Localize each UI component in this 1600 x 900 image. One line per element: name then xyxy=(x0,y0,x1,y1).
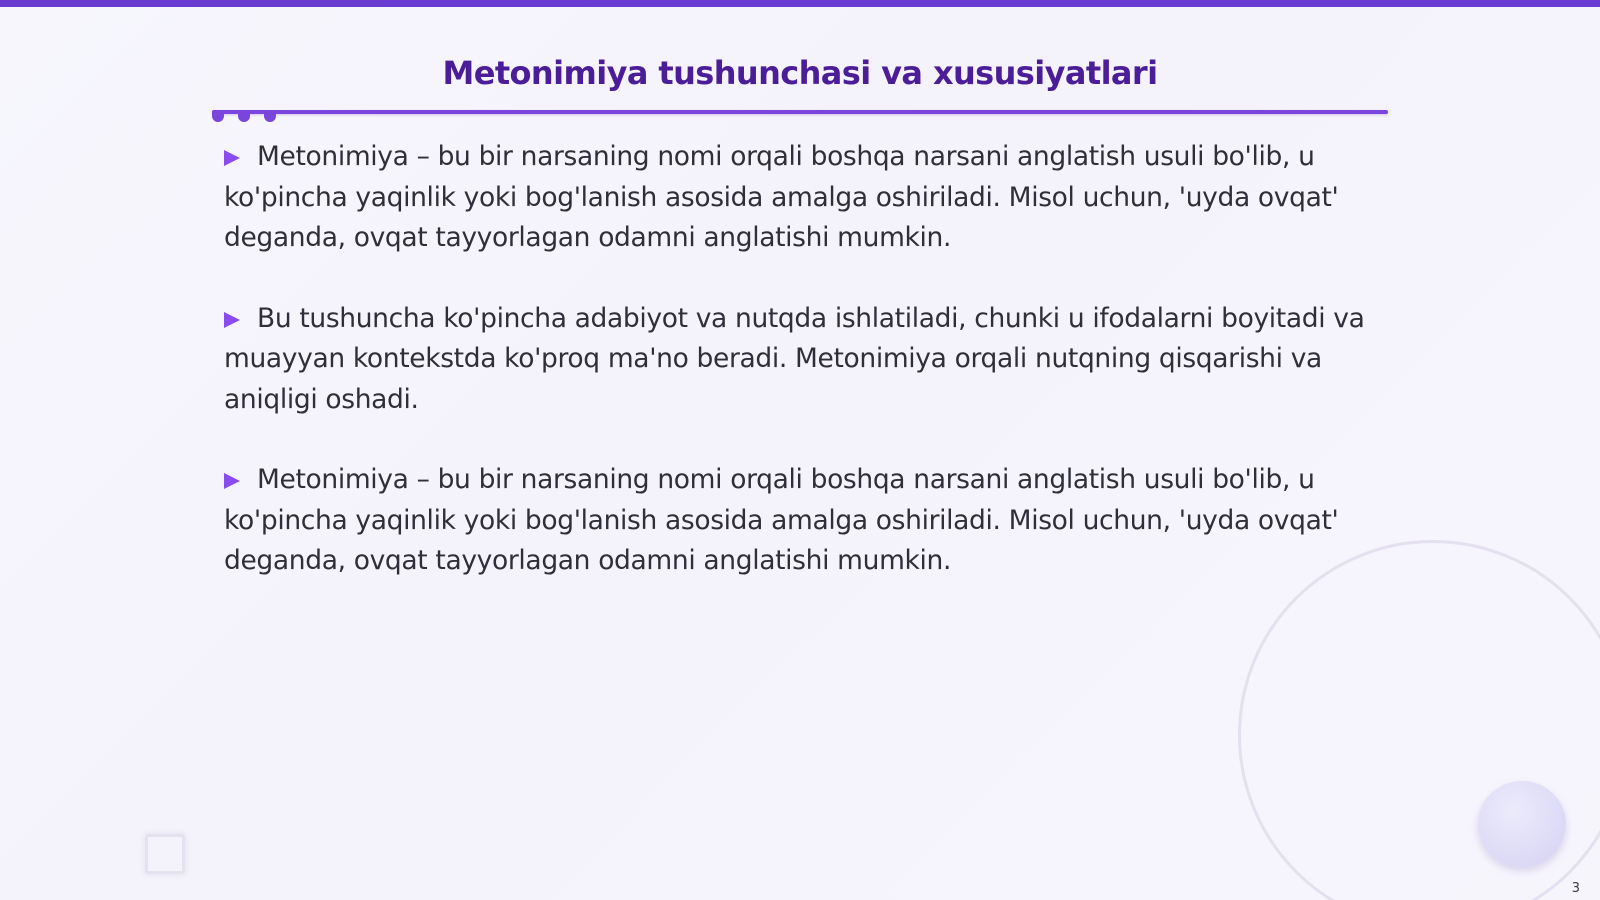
bullet-text: Bu tushuncha ko'pincha adabiyot va nutqda ishlatiladi, chunki u ifodalarni boyitadi va muayyan kontekstda ko'proq ma'no beradi. Metonimiya orqali nutqning qisqarishi va aniqligi oshadi. xyxy=(224,302,1365,415)
title-underline xyxy=(212,110,1388,114)
bullet-item xyxy=(224,460,1374,582)
bullet-text: Metonimiya – bu bir narsaning nomi orqali boshqa narsani anglatish usuli bo'lib, u ko'pincha yaqinlik yoki bog'lanish asosida amalga oshiriladi. Misol uchun, 'uyda ovqat' deganda, ovqat tayyorlagan odamni anglatishi mumkin. xyxy=(224,464,1339,576)
bullet-text: Metonimiya – bu bir narsaning nomi orqali boshqa narsani anglatish usuli bo'lib, u ko'pincha yaqinlik yoki bog'lanish asosida amalga oshiriladi. Misol uchun, 'uyda ovqat' deganda, ovqat tayyorlagan odamni anglatishi mumkin. xyxy=(224,141,1339,253)
page-number: 3 xyxy=(1571,881,1580,896)
title-dot xyxy=(212,111,224,122)
bullet-item xyxy=(224,299,1374,421)
top-accent-bar xyxy=(0,0,1600,7)
title-dot xyxy=(264,111,276,122)
bullet-item xyxy=(224,137,1374,259)
slide-title: Metonimiya tushunchasi va xususiyatlari xyxy=(442,54,1158,92)
decorative-square xyxy=(145,834,185,874)
decorative-circle xyxy=(1478,781,1566,867)
title-dot xyxy=(238,111,250,122)
triangle-bullet-icon xyxy=(224,473,240,489)
triangle-bullet-icon xyxy=(224,150,240,166)
triangle-bullet-icon xyxy=(224,312,240,328)
bullet-list xyxy=(224,137,1374,622)
